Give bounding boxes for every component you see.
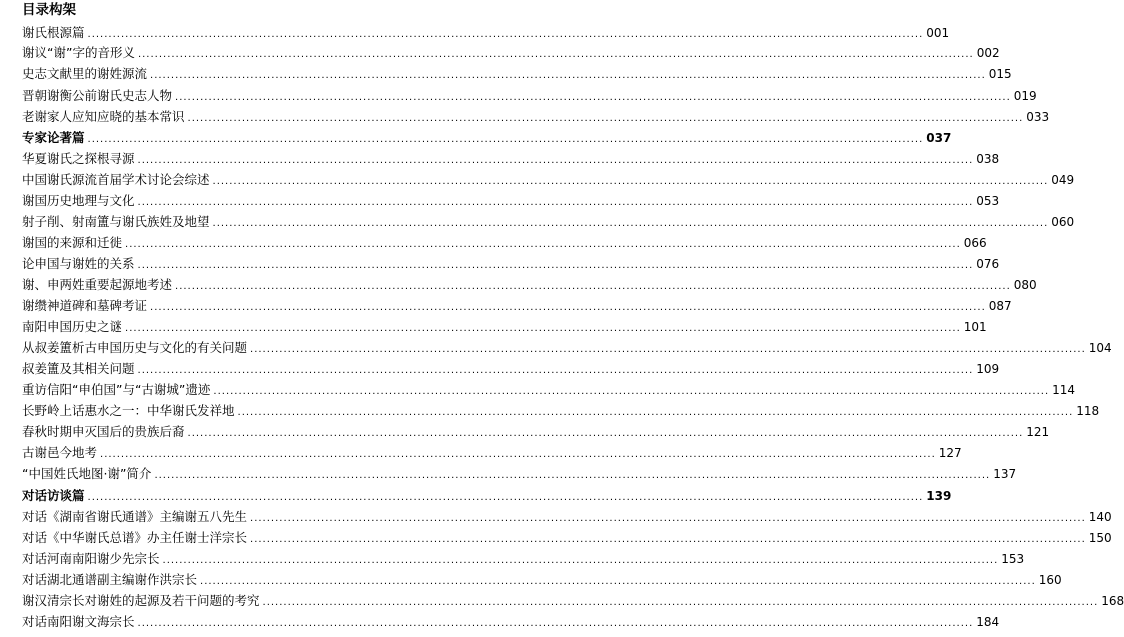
dot-leader: ........................................................................................................................................................................................................ [262, 597, 1099, 608]
toc-page-number: 033 [1026, 110, 1050, 124]
dot-leader: ........................................................................................................................................................................................................ [200, 576, 1036, 587]
dot-leader: ........................................................................................................................................................................................................ [213, 386, 1050, 397]
dot-leader: ........................................................................................................................................................................................................ [87, 134, 924, 145]
toc-entry-row [22, 316, 987, 337]
toc-entry-row [22, 358, 1000, 379]
toc-entry-title: 谢、申两姓重要起源地考述 [22, 277, 173, 292]
toc-page-number: 150 [1088, 531, 1112, 545]
toc-page-number: 109 [976, 362, 1000, 376]
toc-page-number: 066 [963, 236, 987, 250]
dot-leader: ........................................................................................................................................................................................................ [150, 70, 986, 81]
toc-page-number: 053 [976, 194, 1000, 208]
dot-leader: ........................................................................................................................................................................................................ [87, 492, 924, 503]
toc-entry-title: 从叔姜簠析古申国历史与文化的有关问题 [22, 340, 248, 355]
toc-entry-title: 古谢邑今地考 [22, 445, 98, 460]
toc-page-number: 104 [1088, 341, 1112, 355]
toc-page-number: 153 [1001, 552, 1025, 566]
toc-page-number: 019 [1013, 89, 1037, 103]
toc-heading: 目录构架 [22, 2, 76, 18]
toc-entry-title: 长野岭上话惠水之一：中华谢氏发祥地 [22, 403, 235, 418]
toc-entry-row [22, 211, 1075, 232]
toc-page-number: 001 [926, 26, 950, 40]
dot-leader: ........................................................................................................................................................................................................ [137, 365, 974, 376]
toc-section-row [22, 127, 952, 148]
dot-leader: ........................................................................................................................................................................................................ [137, 155, 974, 166]
toc-page-number: 127 [938, 446, 962, 460]
dot-leader: ........................................................................................................................................................................................................ [137, 260, 974, 271]
toc-entry-row [22, 442, 962, 463]
dot-leader: ........................................................................................................................................................................................................ [187, 428, 1024, 439]
toc-page-number: 137 [993, 467, 1017, 481]
toc-section-title: 对话访谈篇 [22, 488, 85, 503]
toc-entry-title: 论申国与谢姓的关系 [22, 256, 135, 271]
toc-entry-row [22, 106, 1050, 127]
toc-entry-title: 华夏谢氏之探根寻源 [22, 151, 135, 166]
toc-entry-title: 对话《中华谢氏总谱》办主任谢士洋宗长 [22, 530, 248, 545]
toc-section-title: 专家论著篇 [22, 130, 85, 145]
toc-entry-row [22, 63, 1012, 84]
dot-leader: ........................................................................................................................................................................................................ [87, 29, 924, 40]
toc-entry-title: 老谢家人应知应晓的基本常识 [22, 109, 185, 124]
toc-entry-title: 谢缵神道碑和墓碑考证 [22, 298, 148, 313]
toc-page-number: 038 [976, 152, 1000, 166]
toc-page-number: 080 [1013, 278, 1037, 292]
toc-entry-title: 对话湖北通谱副主编谢作洪宗长 [22, 572, 198, 587]
dot-leader: ........................................................................................................................................................................................................ [212, 176, 1049, 187]
toc-entry-title: “中国姓氏地图·谢”简介 [22, 466, 152, 481]
toc-entry-row [22, 232, 987, 253]
dot-leader: ........................................................................................................................................................................................................ [150, 302, 986, 313]
toc-entry-row [22, 85, 1037, 106]
toc-section-row [22, 485, 952, 506]
toc-entry-row [22, 190, 1000, 211]
toc-entry-row [22, 506, 1112, 527]
toc-entry-title: 春秋时期申灭国后的贵族后裔 [22, 424, 185, 439]
toc-entry-row [22, 400, 1100, 421]
toc-entry-title: 谢议“谢”字的音形义 [22, 45, 135, 60]
toc-entry-title: 中国谢氏源流首届学术讨论会综述 [22, 172, 210, 187]
dot-leader: ........................................................................................................................................................................................................ [237, 407, 1074, 418]
toc-page-number: 049 [1051, 173, 1075, 187]
toc-page-number: 101 [963, 320, 987, 334]
toc-page-number: 087 [988, 299, 1012, 313]
dot-leader: ........................................................................................................................................................................................................ [125, 323, 961, 334]
dot-leader: ........................................................................................................................................................................................................ [137, 618, 974, 629]
toc-entry-title: 射子削、射南簠与谢氏族姓及地望 [22, 214, 210, 229]
dot-leader: ........................................................................................................................................................................................................ [250, 534, 1086, 545]
dot-leader: ........................................................................................................................................................................................................ [212, 218, 1049, 229]
toc-entry-row [22, 569, 1062, 590]
toc-entry-title: 晋朝谢衡公前谢氏史志人物 [22, 88, 173, 103]
dot-leader: ........................................................................................................................................................................................................ [137, 197, 974, 208]
dot-leader: ........................................................................................................................................................................................................ [175, 281, 1011, 292]
dot-leader: ........................................................................................................................................................................................................ [154, 470, 991, 481]
toc-entry-row [22, 253, 1000, 274]
dot-leader: ........................................................................................................................................................................................................ [250, 513, 1086, 524]
toc-entry-row [22, 22, 950, 43]
dot-leader: ........................................................................................................................................................................................................ [175, 92, 1011, 103]
toc-entry-title: 谢国的来源和迁徙 [22, 235, 123, 250]
dot-leader: ........................................................................................................................................................................................................ [125, 239, 961, 250]
toc-entry-row [22, 337, 1112, 358]
toc-entry-row [22, 379, 1076, 400]
toc-entry-row [22, 169, 1075, 190]
toc-page-number: 140 [1088, 510, 1112, 524]
toc-entry-row [22, 611, 1000, 632]
toc-page-number: 168 [1101, 594, 1124, 608]
toc-page-number: 184 [976, 615, 1000, 629]
toc-entry-title: 史志文献里的谢姓源流 [22, 66, 148, 81]
toc-entry-title: 对话《湖南省谢氏通谱》主编谢五八先生 [22, 509, 248, 524]
toc-entry-title: 谢汉清宗长对谢姓的起源及若干问题的考究 [22, 593, 260, 608]
toc-page-number: 076 [976, 257, 1000, 271]
toc-entry-title: 谢国历史地理与文化 [22, 193, 135, 208]
toc-entry-row [22, 274, 1037, 295]
toc-page-number: 037 [926, 131, 952, 145]
toc-entry-row [22, 590, 1124, 611]
toc-entry-row [22, 42, 1000, 63]
toc-page-number: 118 [1076, 404, 1100, 418]
toc-page-number: 139 [926, 489, 952, 503]
toc-entry-title: 重访信阳“申伯国”与“古谢城”遗迹 [22, 382, 211, 397]
toc-entry-title: 对话河南南阳谢少先宗长 [22, 551, 160, 566]
toc-page-number: 114 [1052, 383, 1076, 397]
toc-entry-title: 对话南阳谢文海宗长 [22, 614, 135, 629]
toc-entry-row [22, 421, 1050, 442]
toc-page-number: 121 [1026, 425, 1050, 439]
toc-entry-row [22, 295, 1012, 316]
toc-page-number: 015 [988, 67, 1012, 81]
toc-page-number: 060 [1051, 215, 1075, 229]
toc-page-number: 160 [1038, 573, 1062, 587]
dot-leader: ........................................................................................................................................................................................................ [187, 113, 1024, 124]
toc-entry-title: 南阳申国历史之谜 [22, 319, 123, 334]
toc-entry-title: 谢氏根源篇 [22, 25, 85, 40]
dot-leader: ........................................................................................................................................................................................................ [137, 49, 974, 60]
toc-entry-row [22, 548, 1025, 569]
toc-entry-title: 叔姜簠及其相关问题 [22, 361, 135, 376]
toc-entry-row [22, 463, 1017, 484]
toc-entry-row [22, 527, 1112, 548]
dot-leader: ........................................................................................................................................................................................................ [162, 555, 999, 566]
toc-entry-row [22, 148, 1000, 169]
toc-page-number: 002 [976, 46, 1000, 60]
dot-leader: ........................................................................................................................................................................................................ [250, 344, 1086, 355]
dot-leader: ........................................................................................................................................................................................................ [100, 449, 936, 460]
